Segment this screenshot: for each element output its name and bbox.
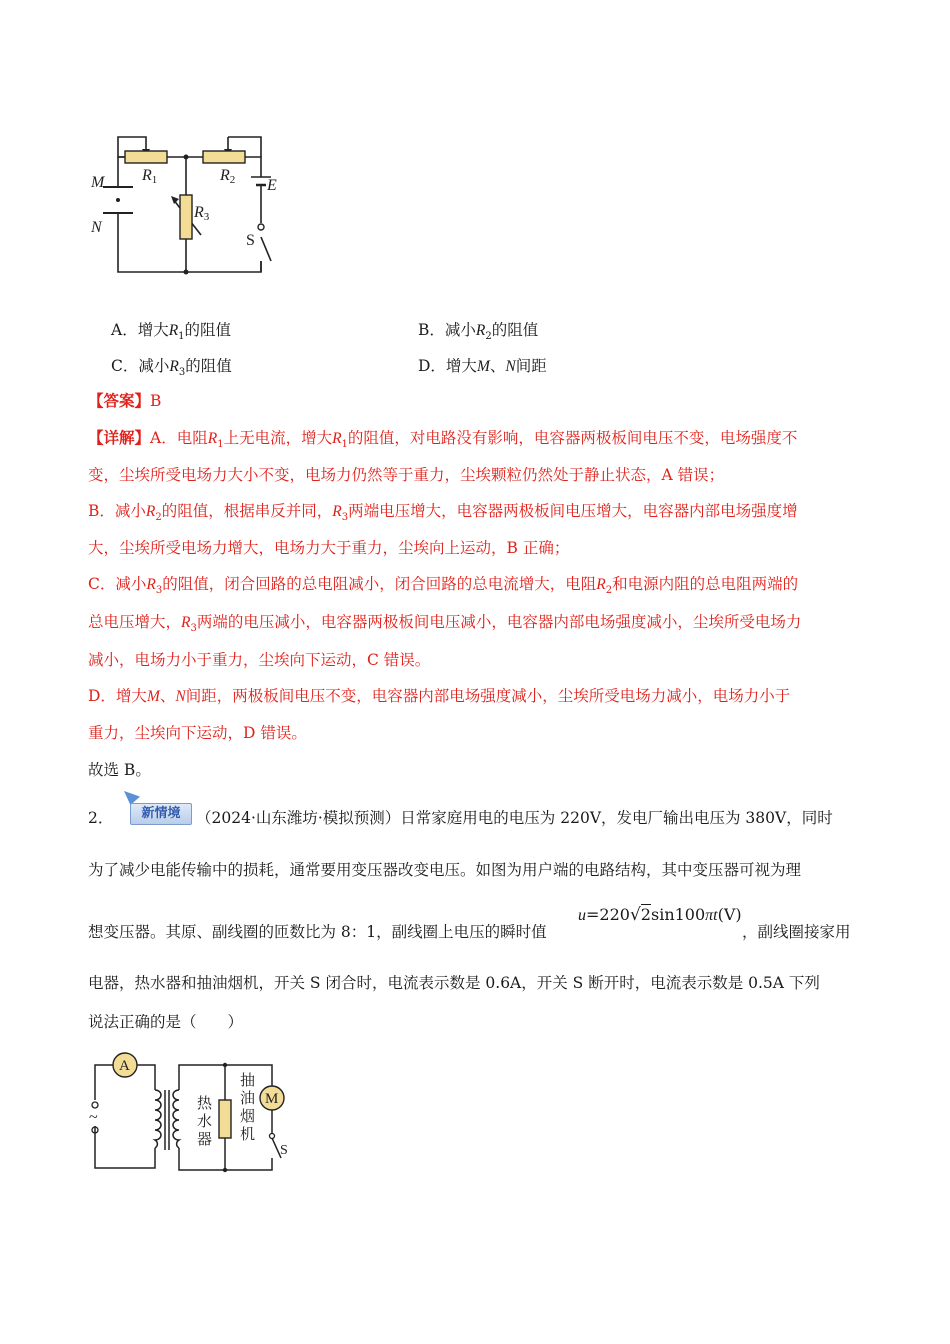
new-context-badge: 新情境 [130,797,190,823]
detail-line-8: D．增大M、N间距，两极板间电压不变，电容器内部电场强度减小，尘埃所受电场力减小，电场力小于 [88,687,791,705]
question-number: 2． [88,809,114,827]
question-line-3a: 想变压器。其原、副线圈的匝数比为 8：1，副线圈上电压的瞬时值 [88,923,547,941]
label-n: N [91,219,102,236]
option-d: D．增大M、N间距 [418,357,547,375]
svg-text:油: 油 [240,1089,256,1107]
question-line-1: （2024·山东潍坊·模拟预测）日常家庭用电的电压为 220V，发电厂输出电压为 380V，同时 [196,809,833,827]
switch-label: S [280,1143,288,1158]
detail-line-4: 大，尘埃所受电场力增大，电场力大于重力，尘埃向上运动，B 正确； [88,539,570,557]
label-r1: R1 [142,167,158,186]
svg-text:水: 水 [197,1112,213,1130]
range-hood-label [240,1071,255,1143]
detail-line-7: 减小，电场力小于重力，尘埃向下运动，C 错误。 [88,651,431,669]
option-c: C．减小$R_3$的阻值 [111,357,232,379]
detail-line-3: B．减小$R_2$的阻值，根据串反并同，$R_3$两端电压增大，电容器两极板间电压增大，电容器内部电场强度增 [88,502,798,524]
option-a: A．增大$R_1$的阻值 [111,321,232,343]
question-line-3b: ，副线圈接家用 [742,923,851,941]
detail-line-9: 重力，尘埃向下运动，D 错误。 [88,724,307,742]
question-line-5: 说法正确的是（ ） [88,1013,244,1031]
ac-source-icon: ~ [89,1109,98,1126]
label-e: E [267,177,277,194]
label-s: S [246,232,255,249]
answer: 【答案】B [88,391,162,410]
label-m: M [91,174,105,191]
detail-line-5: C．减小$R_3$的阻值，闭合回路的总电阻减小，闭合回路的总电流增大，电阻$R_2$和电源内阻的总电阻两端的 [88,575,799,597]
detail-line-6: 总电压增大，$R_3$两端的电压减小，电容器两极板间电压减小，电容器内部电场强度减小，尘埃所受电场力 [88,613,802,635]
question-line-4: 电器，热水器和抽油烟机，开关 S 闭合时，电流表示数是 0.6A，开关 S 断开时，电流表示数是 0.5A 下列 [88,974,820,992]
option-b: B．减小$R_2$的阻值 [418,321,539,343]
motor-label: M [265,1091,279,1107]
detail-line-2: 变，尘埃所受电场力大小不变，电场力仍然等于重力，尘埃颗粒仍然处于静止状态，A 错误； [88,466,725,484]
detail-line-1: 【详解】A．电阻$R_1$上无电流，增大$R_1$的阻值，对电路没有影响，电容器两极板间电压不变，电场强度不 [88,428,798,451]
svg-text:器: 器 [197,1130,213,1148]
voltage-formula: u=220√2sin100πt(V) [578,905,742,925]
question-line-2: 为了减少电能传输中的损耗，通常要用变压器改变电压。如图为用户端的电路结构，其中变压器可视为理 [88,861,802,879]
heater-label [197,1094,213,1148]
label-r2: R2 [220,167,236,186]
conclusion: 故选 B。 [88,761,151,779]
svg-text:烟: 烟 [240,1107,256,1125]
svg-text:热: 热 [197,1094,213,1112]
svg-text:抽: 抽 [240,1071,256,1089]
ammeter-label: A [119,1058,130,1074]
svg-text:机: 机 [240,1125,256,1143]
circuit-figure-1 [85,125,285,280]
circuit-figure-2 [85,1050,300,1175]
label-r3: R3 [194,204,210,223]
